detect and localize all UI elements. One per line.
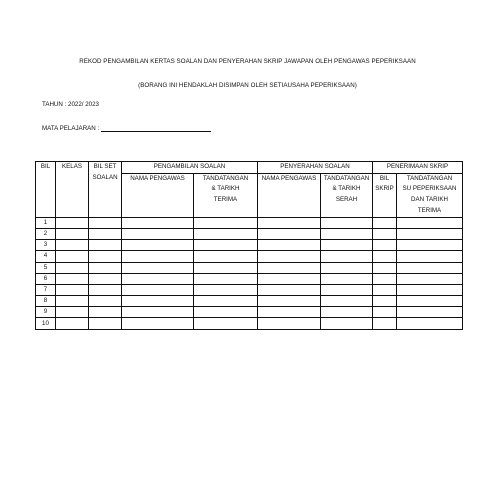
- header-pengambilan-soalan: PENGAMBILAN SOALAN: [122, 162, 258, 174]
- bil-skrip-line1: BIL: [379, 174, 390, 182]
- header-nama-pengawas-1: NAMA PENGAWAS: [122, 173, 194, 217]
- tt-su-line1: TANDATANGAN: [406, 174, 453, 182]
- tt-serah-line1: TANDATANGAN: [323, 174, 370, 182]
- tt-serah-line2: & TARIKH: [332, 185, 361, 193]
- table-cell[interactable]: [194, 284, 258, 295]
- table-cell[interactable]: [56, 251, 89, 262]
- table-row: [36, 240, 463, 251]
- table-cell[interactable]: [321, 251, 373, 262]
- form-title: REKOD PENGAMBILAN KERTAS SOALAN DAN PENYERAHAN SKRIP JAWAPAN OLEH PENGAWAS PEPERIKSAAN: [79, 58, 416, 65]
- row-number: 10: [36, 318, 56, 329]
- table-cell[interactable]: [258, 284, 321, 295]
- table-cell[interactable]: [373, 251, 397, 262]
- header-penyerahan-soalan: PENYERAHAN SOALAN: [258, 162, 373, 174]
- row-number: 4: [36, 251, 56, 262]
- table-cell[interactable]: [89, 296, 122, 307]
- table-cell[interactable]: [397, 217, 463, 228]
- table-cell[interactable]: [258, 296, 321, 307]
- table-row: [36, 296, 463, 307]
- table-cell[interactable]: [397, 318, 463, 329]
- table-cell[interactable]: [122, 273, 194, 284]
- bil-skrip-line2: SKRIP: [375, 185, 394, 193]
- tt-su-line2: SU PEPERIKSAAN: [402, 185, 457, 193]
- table-cell[interactable]: [397, 262, 463, 273]
- table-row: [36, 307, 463, 318]
- table-cell[interactable]: [321, 240, 373, 251]
- table-cell[interactable]: [122, 217, 194, 228]
- table-cell[interactable]: [373, 284, 397, 295]
- table-cell[interactable]: [397, 296, 463, 307]
- table-cell[interactable]: [321, 217, 373, 228]
- row-number: 6: [36, 273, 56, 284]
- table-row: [36, 262, 463, 273]
- table-cell[interactable]: [122, 262, 194, 273]
- subject-label: MATA PELAJARAN :: [42, 125, 100, 132]
- table-cell[interactable]: [89, 240, 122, 251]
- tt-serah-line3: SERAH: [335, 196, 358, 204]
- table-row: [36, 217, 463, 228]
- table-cell[interactable]: [89, 273, 122, 284]
- table-cell[interactable]: [397, 240, 463, 251]
- table-cell[interactable]: [321, 284, 373, 295]
- table-cell[interactable]: [56, 217, 89, 228]
- table-cell[interactable]: [194, 251, 258, 262]
- row-number: 3: [36, 240, 56, 251]
- table-cell[interactable]: [258, 262, 321, 273]
- table-cell[interactable]: [89, 217, 122, 228]
- header-bil-set-soalan: [89, 162, 122, 218]
- table-cell[interactable]: [122, 284, 194, 295]
- table-cell[interactable]: [397, 307, 463, 318]
- tt-terima-line3: TERIMA: [213, 196, 238, 204]
- table-cell[interactable]: [258, 251, 321, 262]
- table-row: [36, 228, 463, 239]
- header-bil-set-line2: SOALAN: [92, 173, 118, 181]
- table-cell[interactable]: [373, 217, 397, 228]
- table-cell[interactable]: [56, 228, 89, 239]
- row-number: 8: [36, 296, 56, 307]
- table-row: [36, 318, 463, 329]
- row-number: 5: [36, 262, 56, 273]
- table-cell[interactable]: [194, 240, 258, 251]
- table-cell[interactable]: [258, 307, 321, 318]
- subject-blank-line[interactable]: [101, 125, 211, 132]
- table-cell[interactable]: [122, 307, 194, 318]
- table-cell[interactable]: [258, 273, 321, 284]
- table-cell[interactable]: [89, 318, 122, 329]
- row-number: 7: [36, 284, 56, 295]
- table-cell[interactable]: [194, 318, 258, 329]
- table-cell[interactable]: [122, 296, 194, 307]
- row-number: 1: [36, 217, 56, 228]
- header-bil-set-line1: BIL SET: [93, 163, 117, 170]
- table-cell[interactable]: [373, 228, 397, 239]
- table-cell[interactable]: [373, 273, 397, 284]
- row-number: 2: [36, 228, 56, 239]
- table-cell[interactable]: [258, 318, 321, 329]
- table-cell[interactable]: [373, 296, 397, 307]
- header-penerimaan-skrip: PENERIMAAN SKRIP: [373, 162, 463, 174]
- table-row: [36, 251, 463, 262]
- table-cell[interactable]: [122, 228, 194, 239]
- table-cell[interactable]: [89, 307, 122, 318]
- table-cell[interactable]: [194, 307, 258, 318]
- table-cell[interactable]: [321, 296, 373, 307]
- tt-su-line3: DAN TARIKH: [411, 196, 448, 204]
- table-row: [36, 273, 463, 284]
- row-number: 9: [36, 307, 56, 318]
- header-tandatangan-terima: [194, 173, 258, 217]
- table-cell[interactable]: [194, 262, 258, 273]
- header-tandatangan-serah: [321, 173, 373, 217]
- table-cell[interactable]: [56, 262, 89, 273]
- table-cell[interactable]: [89, 251, 122, 262]
- table-cell[interactable]: [122, 318, 194, 329]
- table-cell[interactable]: [89, 284, 122, 295]
- table-cell[interactable]: [373, 240, 397, 251]
- header-nama-pengawas-2: NAMA PENGAWAS: [258, 173, 321, 217]
- header-bil: BIL: [36, 162, 56, 218]
- table-cell[interactable]: [56, 307, 89, 318]
- table-cell[interactable]: [194, 217, 258, 228]
- table-cell[interactable]: [56, 296, 89, 307]
- table-cell[interactable]: [321, 307, 373, 318]
- table-cell[interactable]: [122, 240, 194, 251]
- table-cell[interactable]: [321, 318, 373, 329]
- tt-terima-line2: & TARIKH: [211, 185, 240, 193]
- table-cell[interactable]: [194, 296, 258, 307]
- table-cell[interactable]: [89, 262, 122, 273]
- table-cell[interactable]: [397, 228, 463, 239]
- table-cell[interactable]: [89, 228, 122, 239]
- table-cell[interactable]: [56, 318, 89, 329]
- table-cell[interactable]: [258, 240, 321, 251]
- table-cell[interactable]: [397, 273, 463, 284]
- year-line: TAHUN : 2022/ 2023: [42, 101, 99, 108]
- table-cell[interactable]: [56, 273, 89, 284]
- table-cell[interactable]: [373, 318, 397, 329]
- table-cell[interactable]: [258, 228, 321, 239]
- table-cell[interactable]: [258, 217, 321, 228]
- table-cell[interactable]: [56, 284, 89, 295]
- table-cell[interactable]: [373, 262, 397, 273]
- subject-field: [42, 125, 211, 132]
- header-tandatangan-su: [397, 173, 463, 217]
- table-cell[interactable]: [397, 284, 463, 295]
- header-kelas: KELAS: [56, 162, 89, 218]
- table-cell[interactable]: [321, 262, 373, 273]
- record-table: [35, 161, 463, 330]
- table-cell[interactable]: [194, 273, 258, 284]
- table-cell[interactable]: [397, 251, 463, 262]
- header-bil-skrip: [373, 173, 397, 217]
- table-row: [36, 284, 463, 295]
- tt-su-line4: TERIMA: [417, 206, 442, 214]
- table-cell[interactable]: [321, 273, 373, 284]
- table-cell[interactable]: [373, 307, 397, 318]
- table-cell[interactable]: [194, 228, 258, 239]
- table-cell[interactable]: [56, 240, 89, 251]
- table-cell[interactable]: [321, 228, 373, 239]
- table-cell[interactable]: [122, 251, 194, 262]
- tt-terima-line1: TANDATANGAN: [202, 174, 249, 182]
- form-subtitle: (BORANG INI HENDAKLAH DISIMPAN OLEH SETIAUSAHA PEPERIKSAAN): [138, 82, 357, 89]
